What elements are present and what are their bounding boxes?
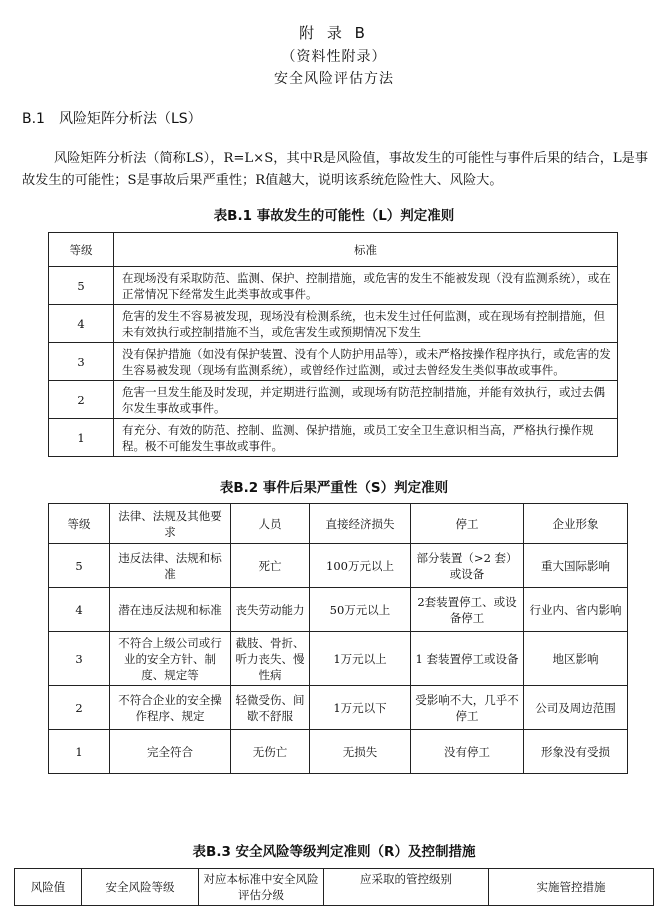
header-cell: 实施管控措施 [489,869,654,906]
table-header-row [49,504,628,544]
table-row [49,588,628,632]
table-cell: 1 [49,730,110,774]
table-row [49,343,618,381]
level-cell: 1 [49,419,114,457]
header-cell: 标准 [114,233,618,267]
intro-paragraph: 风险矩阵分析法（简称LS），R=L×S，其中R是风险值，事故发生的可能性与事件后果的结合，L是事故发生的可能性；S是事故后果严重性；R值越大，说明该系统危险性大、风险大。 [22,151,649,188]
table-cell: 潜在违反法规和标准 [110,588,231,632]
table-row [49,730,628,774]
level-cell: 4 [49,305,114,343]
table-cell: 形象没有受损 [524,730,628,774]
table-cell: 重大国际影响 [524,544,628,588]
header-cell: 对应本标准中安全风险评估分级 [199,869,324,906]
table-row [49,305,618,343]
table-cell: 死亡 [231,544,310,588]
table-row [49,381,618,419]
table-header-row [15,869,654,906]
criteria-cell: 没有保护措施（如没有保护装置、没有个人防护用品等），或未严格按操作程序执行，或危害的发生容易被发现（现场有监测系统），或曾经作过监测，或过去曾经发生类似事故或事件。 [114,343,618,381]
table3-caption: 表B.3 安全风险等级判定准则（R）及控制措施 [192,844,476,860]
appendix-nature: （资料性附录） [281,49,387,65]
table1-caption: 表B.1 事故发生的可能性（L）判定准则 [213,208,455,224]
table-cell: 50万元以上 [310,588,411,632]
severity-table [48,503,628,774]
appendix-subtitle: 安全风险评估方法 [274,71,394,87]
header-cell: 法律、法规及其他要求 [110,504,231,544]
table-cell: 地区影响 [524,632,628,686]
header-cell: 等级 [49,233,114,267]
section-number: B.1 [22,111,45,127]
header-cell: 风险值 [15,869,82,906]
table-cell: 100万元以上 [310,544,411,588]
table-cell: 截肢、骨折、听力丧失、慢性病 [231,632,310,686]
table-row [49,686,628,730]
table-cell: 受影响不大，几乎不停工 [411,686,524,730]
level-cell: 3 [49,343,114,381]
table-cell: 轻微受伤、间歇不舒服 [231,686,310,730]
header-cell: 人员 [231,504,310,544]
table-cell: 1 套装置停工或设备 [411,632,524,686]
header-cell: 安全风险等级 [82,869,199,906]
table-cell: 1万元以下 [310,686,411,730]
level-cell: 5 [49,267,114,305]
table-cell: 不符合上级公司或行业的安全方针、制度、规定等 [110,632,231,686]
table-cell: 4 [49,588,110,632]
criteria-cell: 在现场没有采取防范、监测、保护、控制措施，或危害的发生不能被发现（没有监测系统），或在正常情况下经常发生此类事故或事件。 [114,267,618,305]
header-cell: 停工 [411,504,524,544]
header-cell: 直接经济损失 [310,504,411,544]
table-cell: 行业内、省内影响 [524,588,628,632]
table-row [49,632,628,686]
table-cell: 没有停工 [411,730,524,774]
table-cell: 公司及周边范围 [524,686,628,730]
table-cell: 2 [49,686,110,730]
criteria-cell: 有充分、有效的防范、控制、监测、保护措施，或员工安全卫生意识相当高，严格执行操作规程。极不可能发生事故或事件。 [114,419,618,457]
table2-caption: 表B.2 事件后果严重性（S）判定准则 [219,480,449,496]
table-cell: 完全符合 [110,730,231,774]
table-cell: 不符合企业的安全操作程序、规定 [110,686,231,730]
table-cell: 丧失劳动能力 [231,588,310,632]
table-cell: 部分装置（>2 套）或设备 [411,544,524,588]
criteria-cell: 危害一旦发生能及时发现，并定期进行监测，或现场有防范控制措施，并能有效执行，或过去偶尔发生事故或事件。 [114,381,618,419]
table-header-row [49,233,618,267]
table-cell: 无损失 [310,730,411,774]
table-cell: 5 [49,544,110,588]
table-row [49,544,628,588]
header-cell: 应采取的管控级别 [324,869,489,906]
table-cell: 违反法律、法规和标准 [110,544,231,588]
table-cell: 1万元以上 [310,632,411,686]
appendix-title: 附 录 B [299,24,369,42]
table-cell: 无伤亡 [231,730,310,774]
table-row [49,267,618,305]
risk-level-table [14,868,654,906]
section-heading [22,108,216,128]
table-cell: 3 [49,632,110,686]
section-title: 风险矩阵分析法（LS） [58,111,202,127]
header-cell: 企业形象 [524,504,628,544]
likelihood-table [48,232,618,457]
table-row [49,419,618,457]
level-cell: 2 [49,381,114,419]
header-cell: 等级 [49,504,110,544]
table-cell: 2套装置停工、或设备停工 [411,588,524,632]
criteria-cell: 危害的发生不容易被发现，现场没有检测系统，也未发生过任何监测，或在现场有控制措施，但未有效执行或控制措施不当，或危害发生或预期情况下发生 [114,305,618,343]
